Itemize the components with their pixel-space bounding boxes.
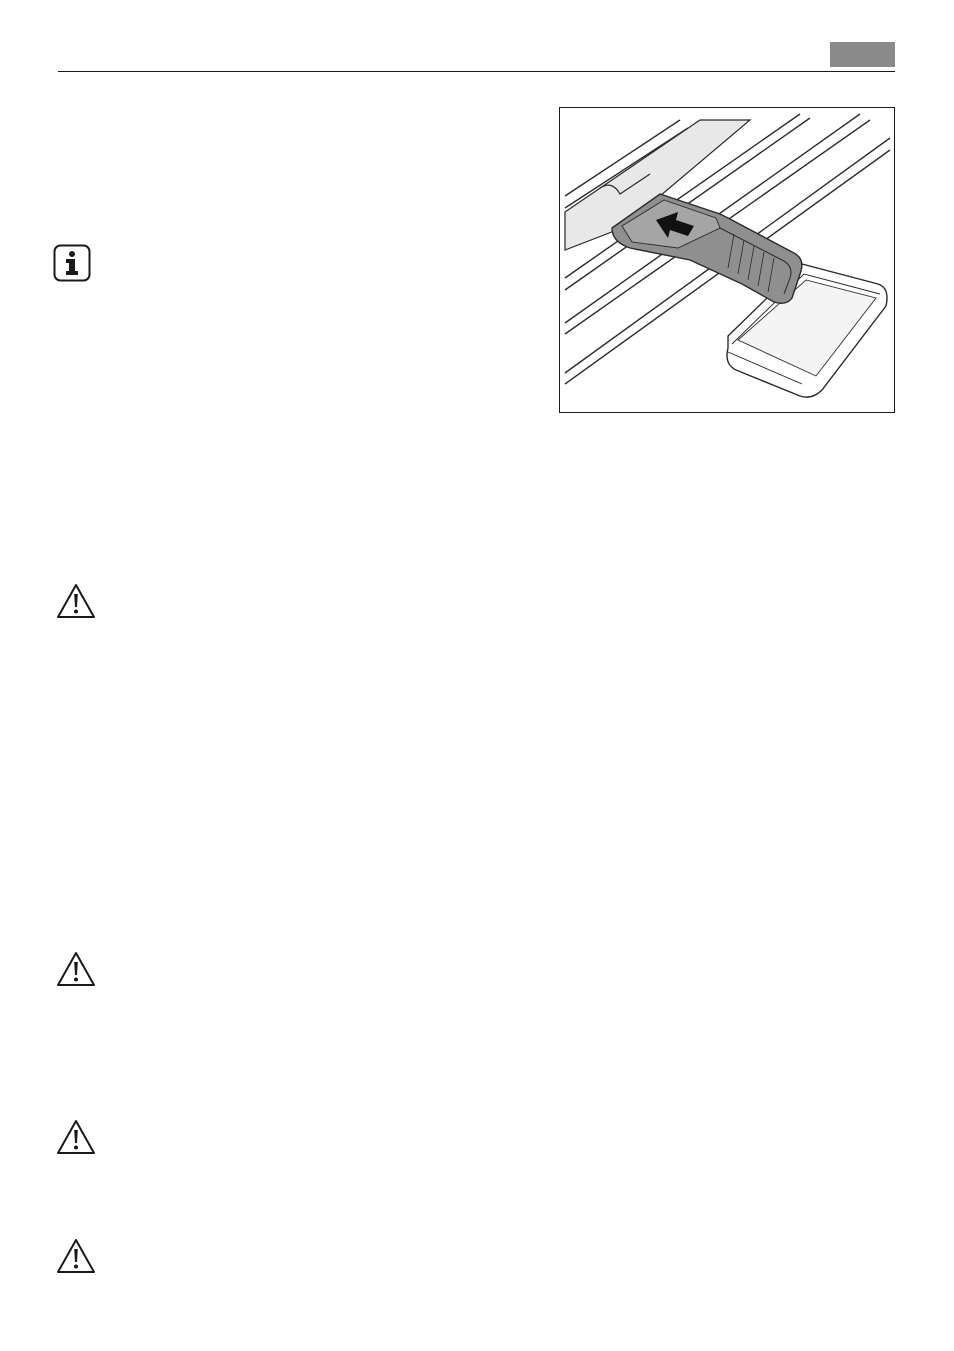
warning-icon [56,1119,94,1157]
scraper [612,194,802,303]
product-illustration [559,107,895,413]
warning-icon [56,1238,94,1276]
warning-icon [56,951,94,989]
header-rule [58,71,895,72]
scraper-tray-illustration [560,108,894,412]
header-section-tab [830,42,895,67]
warning-icon [56,583,94,621]
info-icon [53,244,91,282]
